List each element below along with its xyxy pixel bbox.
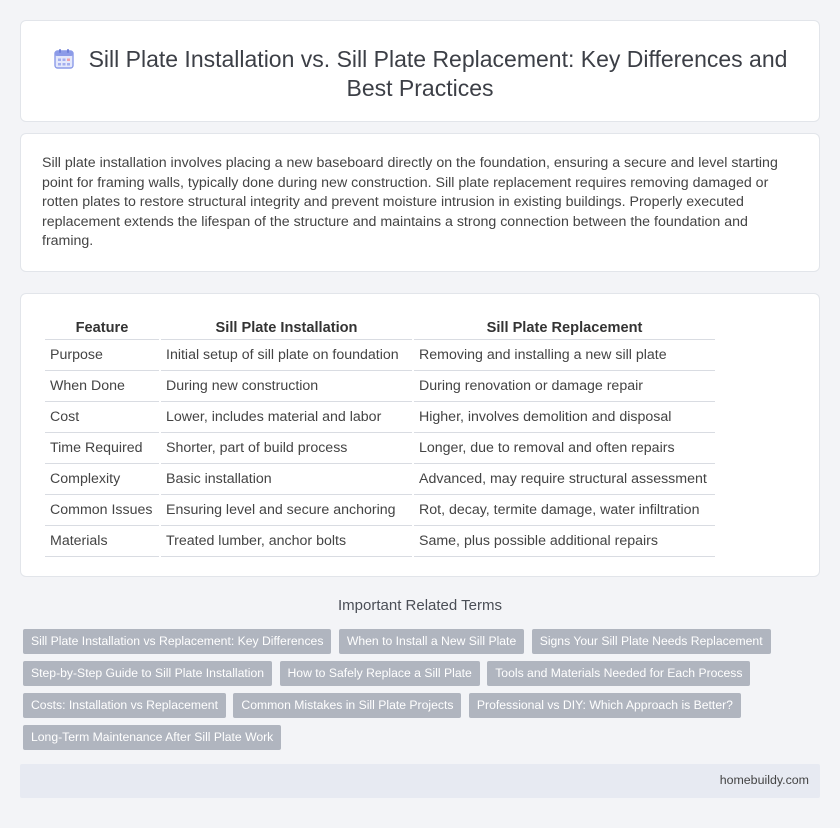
replacement-cell: Same, plus possible additional repairs	[414, 526, 715, 557]
related-terms-heading: Important Related Terms	[338, 597, 502, 614]
related-tag[interactable]: Long-Term Maintenance After Sill Plate Work	[23, 725, 281, 750]
footer-domain[interactable]: homebuildy.com	[719, 773, 809, 787]
related-tag[interactable]: Tools and Materials Needed for Each Process	[487, 661, 750, 686]
feature-cell: Purpose	[45, 340, 159, 371]
feature-cell: Complexity	[45, 464, 159, 495]
related-tag[interactable]: Sill Plate Installation vs Replacement: Key Differences	[23, 629, 331, 654]
comparison-card	[20, 293, 820, 577]
comparison-table	[43, 314, 717, 557]
title-card	[20, 20, 820, 122]
installation-cell: Treated lumber, anchor bolts	[161, 526, 412, 557]
intro-paragraph: Sill plate installation involves placing a new baseboard directly on the foundation, ensuring a secure and level starting point for framing walls, typically done during new construction. Sill plate replacement requires removing damaged or rotten plates to restore structural integrity and prevent moisture intrusion in existing buildings. Properly executed replacement extends the lifespan of the structure and maintains a strong connection between the foundation and framing.	[42, 155, 778, 250]
replacement-cell: During renovation or damage repair	[414, 371, 715, 402]
related-tag[interactable]: Professional vs DIY: Which Approach is Better?	[469, 693, 741, 718]
header-replacement: Sill Plate Replacement	[414, 314, 715, 340]
replacement-cell: Removing and installing a new sill plate	[414, 340, 715, 371]
related-tags	[23, 629, 813, 757]
header-feature: Feature	[45, 314, 159, 340]
related-tag[interactable]: Step-by-Step Guide to Sill Plate Installation	[23, 661, 272, 686]
footer	[20, 764, 820, 798]
page-title-text: Sill Plate Installation vs. Sill Plate Replacement: Key Differences and Best Practices	[88, 46, 788, 101]
related-tag[interactable]: How to Safely Replace a Sill Plate	[280, 661, 480, 686]
header-installation: Sill Plate Installation	[161, 314, 412, 340]
installation-cell: During new construction	[161, 371, 412, 402]
replacement-cell: Longer, due to removal and often repairs	[414, 433, 715, 464]
table-row	[45, 526, 715, 557]
related-tag[interactable]: Signs Your Sill Plate Needs Replacement	[532, 629, 771, 654]
related-tag[interactable]: Common Mistakes in Sill Plate Projects	[233, 693, 461, 718]
installation-cell: Shorter, part of build process	[161, 433, 412, 464]
installation-cell: Ensuring level and secure anchoring	[161, 495, 412, 526]
title-wrap	[21, 21, 819, 121]
related-tag[interactable]: Costs: Installation vs Replacement	[23, 693, 226, 718]
feature-cell: Common Issues	[45, 495, 159, 526]
feature-cell: When Done	[45, 371, 159, 402]
related-tag[interactable]: When to Install a New Sill Plate	[339, 629, 524, 654]
page-title	[50, 45, 790, 103]
table-row	[45, 340, 715, 371]
installation-cell: Initial setup of sill plate on foundation	[161, 340, 412, 371]
table-row	[45, 495, 715, 526]
table-row	[45, 402, 715, 433]
installation-cell: Lower, includes material and labor	[161, 402, 412, 433]
replacement-cell: Advanced, may require structural assessment	[414, 464, 715, 495]
table-row	[45, 433, 715, 464]
feature-cell: Time Required	[45, 433, 159, 464]
replacement-cell: Rot, decay, termite damage, water infiltration	[414, 495, 715, 526]
table-row	[45, 371, 715, 402]
table-row	[45, 464, 715, 495]
calendar-icon	[53, 48, 75, 70]
table-header-row	[45, 314, 715, 340]
installation-cell: Basic installation	[161, 464, 412, 495]
feature-cell: Cost	[45, 402, 159, 433]
intro-card	[20, 133, 820, 272]
replacement-cell: Higher, involves demolition and disposal	[414, 402, 715, 433]
feature-cell: Materials	[45, 526, 159, 557]
